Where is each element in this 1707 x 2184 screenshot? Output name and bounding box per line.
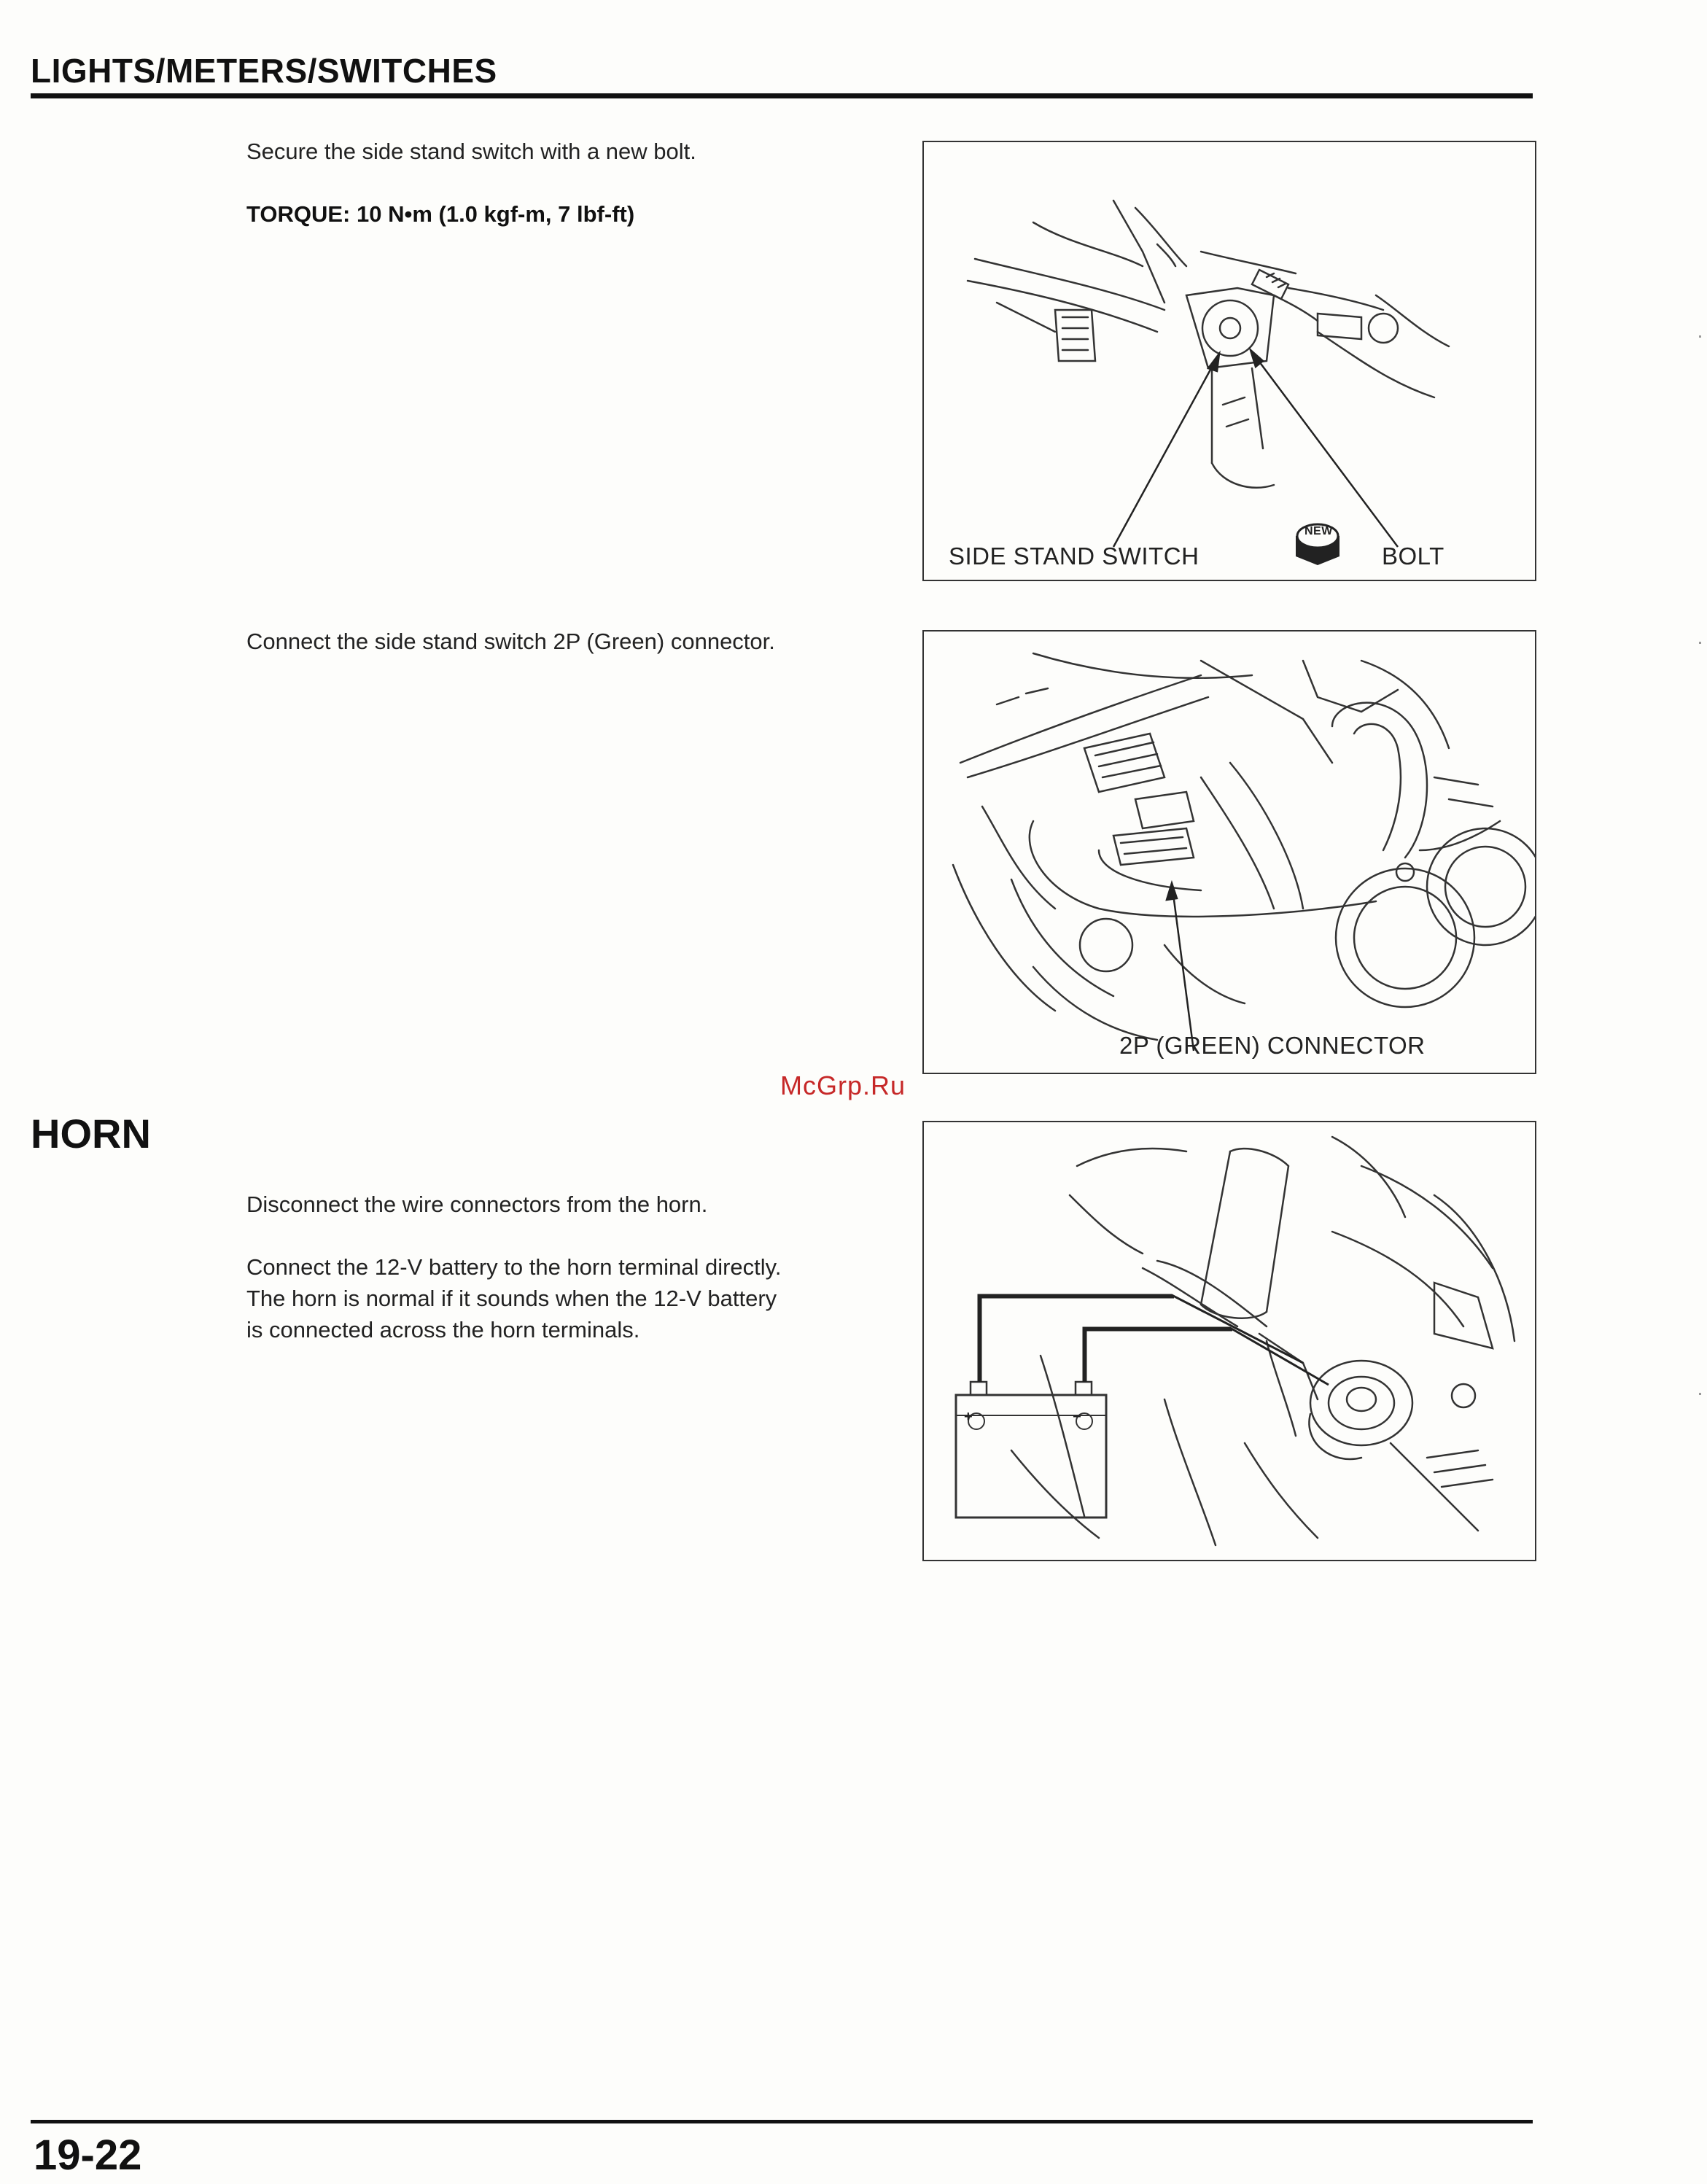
figure-side-stand-switch — [922, 141, 1536, 581]
step-connect-connector: Connect the side stand switch 2P (Green) connector. — [246, 629, 775, 654]
section-title: LIGHTS/METERS/SWITCHES — [31, 52, 497, 90]
new-badge-text: NEW — [1304, 525, 1333, 537]
step-secure-switch: Secure the side stand switch with a new bolt. — [246, 139, 696, 164]
side-stand-switch-drawing — [924, 142, 1535, 580]
step-connect-battery-line3: is connected across the horn terminals. — [246, 1317, 640, 1342]
scan-mark — [1699, 335, 1701, 338]
connector-drawing — [924, 632, 1535, 1073]
header-rule — [31, 93, 1533, 98]
step-disconnect-horn: Disconnect the wire connectors from the horn. — [246, 1192, 708, 1217]
label-bolt: BOLT — [1382, 543, 1444, 570]
horn-test-drawing — [924, 1122, 1535, 1560]
horn-heading: HORN — [31, 1111, 151, 1157]
step-connect-battery-line2: The horn is normal if it sounds when the 12-V battery — [246, 1286, 777, 1311]
label-side-stand-switch: SIDE STAND SWITCH — [949, 543, 1199, 570]
scan-mark — [1699, 1393, 1701, 1395]
watermark: McGrp.Ru — [780, 1070, 906, 1100]
battery-icon — [956, 1382, 1106, 1517]
torque-spec: TORQUE: 10 N•m (1.0 kgf-m, 7 lbf-ft) — [246, 201, 635, 227]
figure-horn-test — [922, 1121, 1536, 1561]
footer-rule — [31, 2120, 1533, 2123]
label-2p-connector: 2P (GREEN) CONNECTOR — [1119, 1032, 1426, 1059]
step-connect-battery-line1: Connect the 12-V battery to the horn terminal directly. — [246, 1254, 782, 1280]
scan-mark — [1699, 642, 1701, 644]
battery-minus-label: − — [1073, 1409, 1082, 1425]
figure-2p-connector — [922, 630, 1536, 1074]
page-number: 19-22 — [34, 2131, 142, 2179]
battery-plus-label: + — [964, 1409, 973, 1425]
